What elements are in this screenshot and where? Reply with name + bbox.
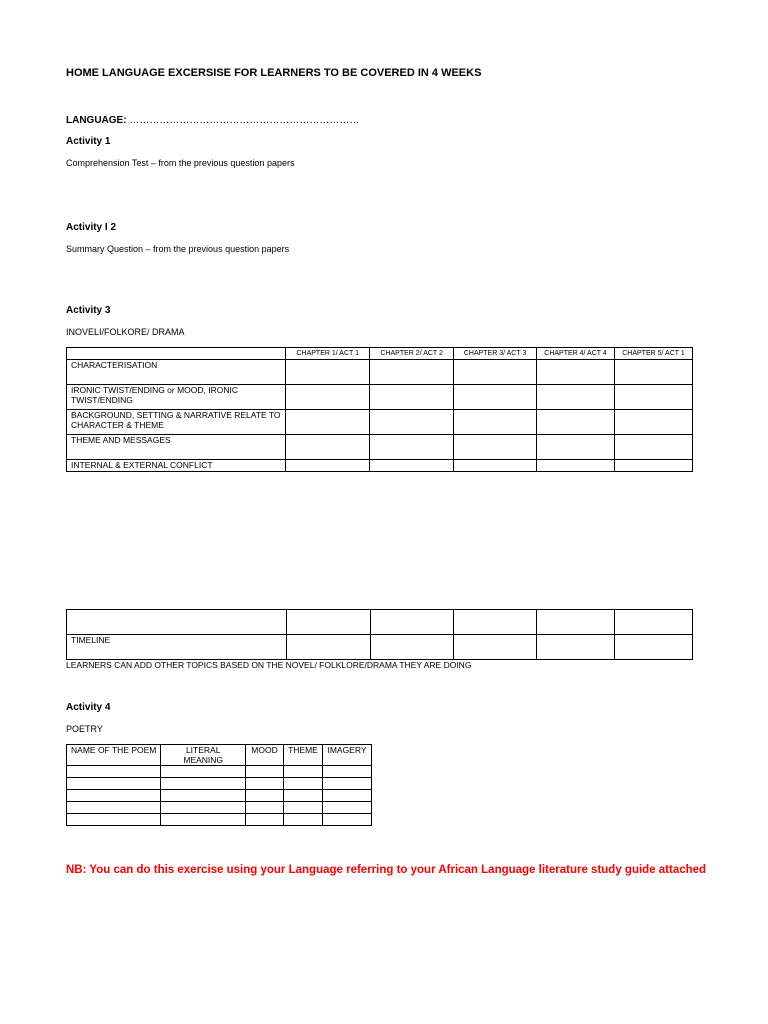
- blank-cell[interactable]: [67, 610, 287, 635]
- poetry-table: [66, 744, 372, 826]
- blank-cell[interactable]: [161, 814, 246, 826]
- blank-cell[interactable]: [322, 814, 371, 826]
- table-header-row: [67, 745, 372, 766]
- column-header: CHAPTER 1/ ACT 1: [286, 348, 370, 360]
- blank-cell[interactable]: [322, 778, 371, 790]
- blank-cell[interactable]: [537, 385, 615, 410]
- blank-cell[interactable]: [67, 766, 161, 778]
- activity-4-heading: Activity 4: [66, 702, 111, 713]
- document-title: HOME LANGUAGE EXCERSISE FOR LEARNERS TO BE COVERED IN 4 WEEKS: [66, 67, 482, 79]
- blank-cell[interactable]: [246, 802, 284, 814]
- blank-cell[interactable]: [283, 766, 322, 778]
- blank-cell[interactable]: [454, 410, 537, 435]
- language-line: [66, 115, 359, 126]
- activity-2-heading: Activity I 2: [66, 222, 117, 233]
- blank-cell[interactable]: [370, 385, 454, 410]
- blank-cell[interactable]: [161, 778, 246, 790]
- blank-cell[interactable]: [454, 460, 537, 472]
- column-header: LITERAL MEANING: [161, 745, 246, 766]
- blank-cell[interactable]: [283, 802, 322, 814]
- table-row: [67, 435, 693, 460]
- table-row: [67, 635, 693, 660]
- table-header-row: [67, 348, 693, 360]
- blank-cell[interactable]: [370, 360, 454, 385]
- blank-cell[interactable]: [615, 410, 693, 435]
- blank-cell[interactable]: [246, 778, 284, 790]
- blank-cell[interactable]: [286, 435, 370, 460]
- nb-note: NB: You can do this exercise using your Language referring to your African Language literature study guide attached: [66, 864, 707, 876]
- table-row: [67, 360, 693, 385]
- header-empty-cell: [67, 348, 286, 360]
- table-row: [67, 610, 693, 635]
- blank-cell[interactable]: [322, 790, 371, 802]
- blank-cell[interactable]: [67, 790, 161, 802]
- blank-cell[interactable]: [537, 435, 615, 460]
- blank-cell[interactable]: [370, 610, 454, 635]
- table-row: [67, 778, 372, 790]
- blank-cell[interactable]: [454, 435, 537, 460]
- blank-cell[interactable]: [454, 360, 537, 385]
- activity-3-heading: Activity 3: [66, 305, 111, 316]
- table-row: [67, 410, 693, 435]
- language-label: LANGUAGE:: [66, 115, 127, 126]
- blank-cell[interactable]: [537, 635, 615, 660]
- column-header: MOOD: [246, 745, 284, 766]
- table-row: [67, 802, 372, 814]
- activity-1-heading: Activity 1: [66, 136, 111, 147]
- row-label: INTERNAL & EXTERNAL CONFLICT: [67, 460, 286, 472]
- blank-cell[interactable]: [67, 778, 161, 790]
- blank-cell[interactable]: [283, 814, 322, 826]
- row-label: TIMELINE: [67, 635, 287, 660]
- blank-cell[interactable]: [322, 802, 371, 814]
- blank-cell[interactable]: [370, 460, 454, 472]
- blank-cell[interactable]: [67, 802, 161, 814]
- activity-1-text: Comprehension Test – from the previous question papers: [66, 158, 295, 168]
- blank-cell[interactable]: [537, 610, 615, 635]
- row-label: THEME AND MESSAGES: [67, 435, 286, 460]
- blank-cell[interactable]: [615, 360, 693, 385]
- blank-cell[interactable]: [537, 360, 615, 385]
- column-header: THEME: [283, 745, 322, 766]
- column-header: CHAPTER 3/ ACT 3: [454, 348, 537, 360]
- blank-cell[interactable]: [246, 766, 284, 778]
- activity-3-subtitle: INOVELI/FOLKORE/ DRAMA: [66, 327, 185, 337]
- activity-4-subtitle: POETRY: [66, 724, 103, 734]
- row-label: BACKGROUND, SETTING & NARRATIVE RELATE TO CHARACTER & THEME: [67, 410, 286, 435]
- blank-cell[interactable]: [286, 360, 370, 385]
- blank-cell[interactable]: [454, 635, 537, 660]
- row-label: CHARACTERISATION: [67, 360, 286, 385]
- blank-cell[interactable]: [246, 790, 284, 802]
- blank-cell[interactable]: [283, 778, 322, 790]
- column-header: NAME OF THE POEM: [67, 745, 161, 766]
- activity-3-note: LEARNERS CAN ADD OTHER TOPICS BASED ON THE NOVEL/ FOLKLORE/DRAMA THEY ARE DOING: [66, 660, 472, 670]
- blank-cell[interactable]: [615, 460, 693, 472]
- table-row: [67, 385, 693, 410]
- blank-cell[interactable]: [67, 814, 161, 826]
- blank-cell[interactable]: [283, 790, 322, 802]
- column-header: CHAPTER 4/ ACT 4: [537, 348, 615, 360]
- blank-cell[interactable]: [615, 435, 693, 460]
- novel-analysis-table: [66, 347, 693, 472]
- blank-cell[interactable]: [161, 766, 246, 778]
- blank-cell[interactable]: [454, 385, 537, 410]
- column-header: CHAPTER 5/ ACT 1: [615, 348, 693, 360]
- blank-cell[interactable]: [537, 410, 615, 435]
- blank-cell[interactable]: [615, 385, 693, 410]
- blank-cell[interactable]: [161, 802, 246, 814]
- language-blank: ……………………………………………………………: [126, 115, 360, 126]
- blank-cell[interactable]: [286, 610, 370, 635]
- blank-cell[interactable]: [286, 410, 370, 435]
- timeline-table: [66, 609, 693, 660]
- blank-cell[interactable]: [370, 635, 454, 660]
- blank-cell[interactable]: [615, 610, 693, 635]
- table-row: [67, 790, 372, 802]
- blank-cell[interactable]: [454, 610, 537, 635]
- column-header: IMAGERY: [322, 745, 371, 766]
- blank-cell[interactable]: [615, 635, 693, 660]
- blank-cell[interactable]: [286, 385, 370, 410]
- blank-cell[interactable]: [537, 460, 615, 472]
- blank-cell[interactable]: [286, 460, 370, 472]
- blank-cell[interactable]: [161, 790, 246, 802]
- blank-cell[interactable]: [322, 766, 371, 778]
- column-header: CHAPTER 2/ ACT 2: [370, 348, 454, 360]
- blank-cell[interactable]: [246, 814, 284, 826]
- table-row: [67, 460, 693, 472]
- blank-cell[interactable]: [370, 410, 454, 435]
- activity-2-text: Summary Question – from the previous question papers: [66, 244, 290, 254]
- blank-cell[interactable]: [370, 435, 454, 460]
- row-label: IRONIC TWIST/ENDING or MOOD, IRONIC TWIST/ENDING: [67, 385, 286, 410]
- blank-cell[interactable]: [286, 635, 370, 660]
- table-row: [67, 766, 372, 778]
- table-row: [67, 814, 372, 826]
